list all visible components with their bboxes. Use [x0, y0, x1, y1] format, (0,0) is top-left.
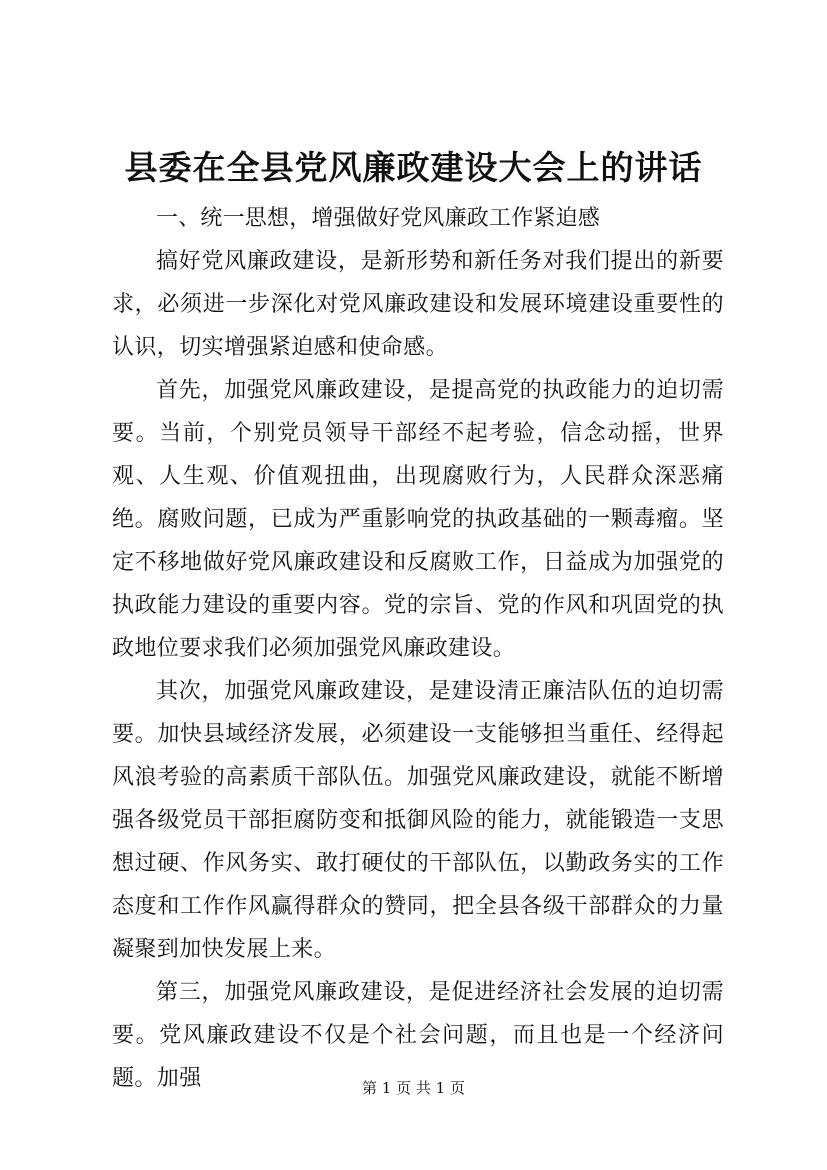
paragraph: 第三，加强党风廉政建设，是促进经济社会发展的迫切需要。党风廉政建设不仅是个社会问题，而且也是一个经济问题。加强 [112, 980, 724, 1091]
section-heading: 一、统一思想，增强做好党风廉政工作紧迫感 [156, 206, 601, 231]
page-footer: 第 1 页 共 1 页 [362, 1079, 465, 1097]
document-body [112, 197, 724, 1100]
paragraph: 首先，加强党风廉政建设，是提高党的执政能力的迫切需要。当前，个别党员领导干部经不起考验，信念动摇，世界观、人生观、价值观扭曲，出现腐败行为，人民群众深恶痛绝。腐败问题，已成为严重影响党的执政基础的一颗毒瘤。坚定不移地做好党风廉政建设和反腐败工作，日益成为加强党的执政能力建设的重要内容。党的宗旨、党的作风和巩固党的执政地位要求我们必须加强党风廉政建设。 [112, 378, 724, 661]
paragraph: 搞好党风廉政建设，是新形势和新任务对我们提出的新要求，必须进一步深化对党风廉政建设和发展环境建设重要性的认识，切实增强紧迫感和使命感。 [112, 249, 724, 360]
document-title: 县委在全县党风廉政建设大会上的讲话 [124, 148, 703, 187]
paragraph: 其次，加强党风廉政建设，是建设清正廉洁队伍的迫切需要。加快县域经济发展，必须建设一支能够担当重任、经得起风浪考验的高素质干部队伍。加强党风廉政建设，就能不断增强各级党员干部拒腐防变和抵御风险的能力，就能锻造一支思想过硬、作风务实、敢打硬仗的干部队伍，以勤政务实的工作态度和工作作风赢得群众的赞同，把全县各级干部群众的力量凝聚到加快发展上来。 [112, 679, 724, 962]
